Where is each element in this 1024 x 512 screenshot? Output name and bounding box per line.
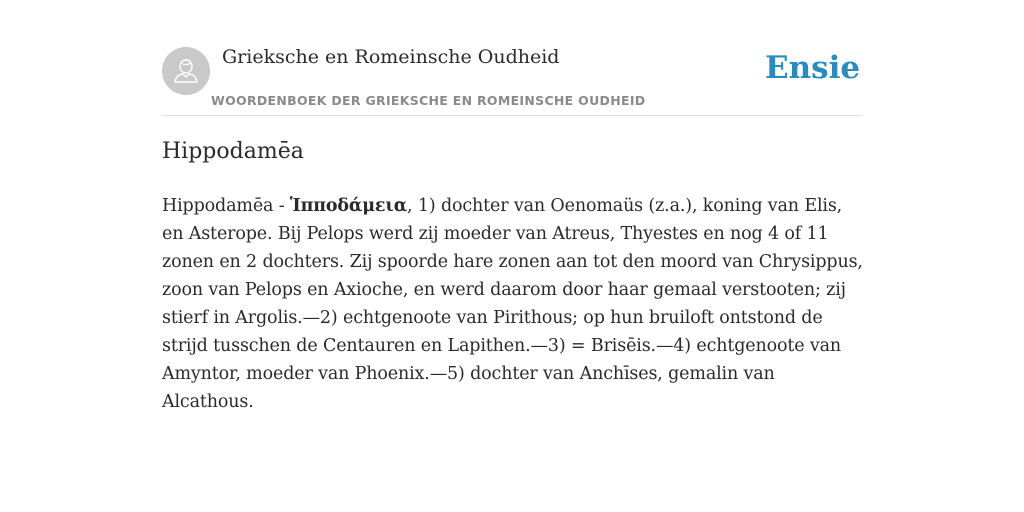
user-icon <box>162 47 210 95</box>
book-subtitle: WOORDENBOEK DER GRIEKSCHE EN ROMEINSCHE OUDHEID <box>211 93 646 108</box>
entry-title: Hippodamēa <box>162 139 304 164</box>
entry-greek-term: Ἱπποδάμεια <box>289 196 408 216</box>
book-title[interactable]: Grieksche en Romeinsche Oudheid <box>222 46 560 68</box>
entry-body <box>162 192 867 416</box>
header-divider <box>162 115 862 116</box>
entry-term: Hippodamēa - <box>162 196 290 216</box>
entry-definition: , 1) dochter van Oenomaüs (z.a.), koning van Elis, en Asterope. Bij Pelops werd zij moeder van Atreus, Thyestes en nog 4 of 11 zonen en 2 dochters. Zij spoorde hare zonen aan tot den moord van Chrysippus, zoon van Pelops en Axioche, en werd daarom door haar gemaal verstooten; zij stierf in Argolis.—2) echtgenoote van Pirithous; op hun bruiloft ontstond de strijd tusschen de Centauren en Lapithen.—3) = Brisēis.—4) echtgenoote van Amyntor, moeder van Phoenix.—5) dochter van Anchīses, gemalin van Alcathous. <box>162 196 863 412</box>
brand-logo[interactable]: Ensie <box>765 50 861 86</box>
author-avatar[interactable] <box>162 47 210 95</box>
